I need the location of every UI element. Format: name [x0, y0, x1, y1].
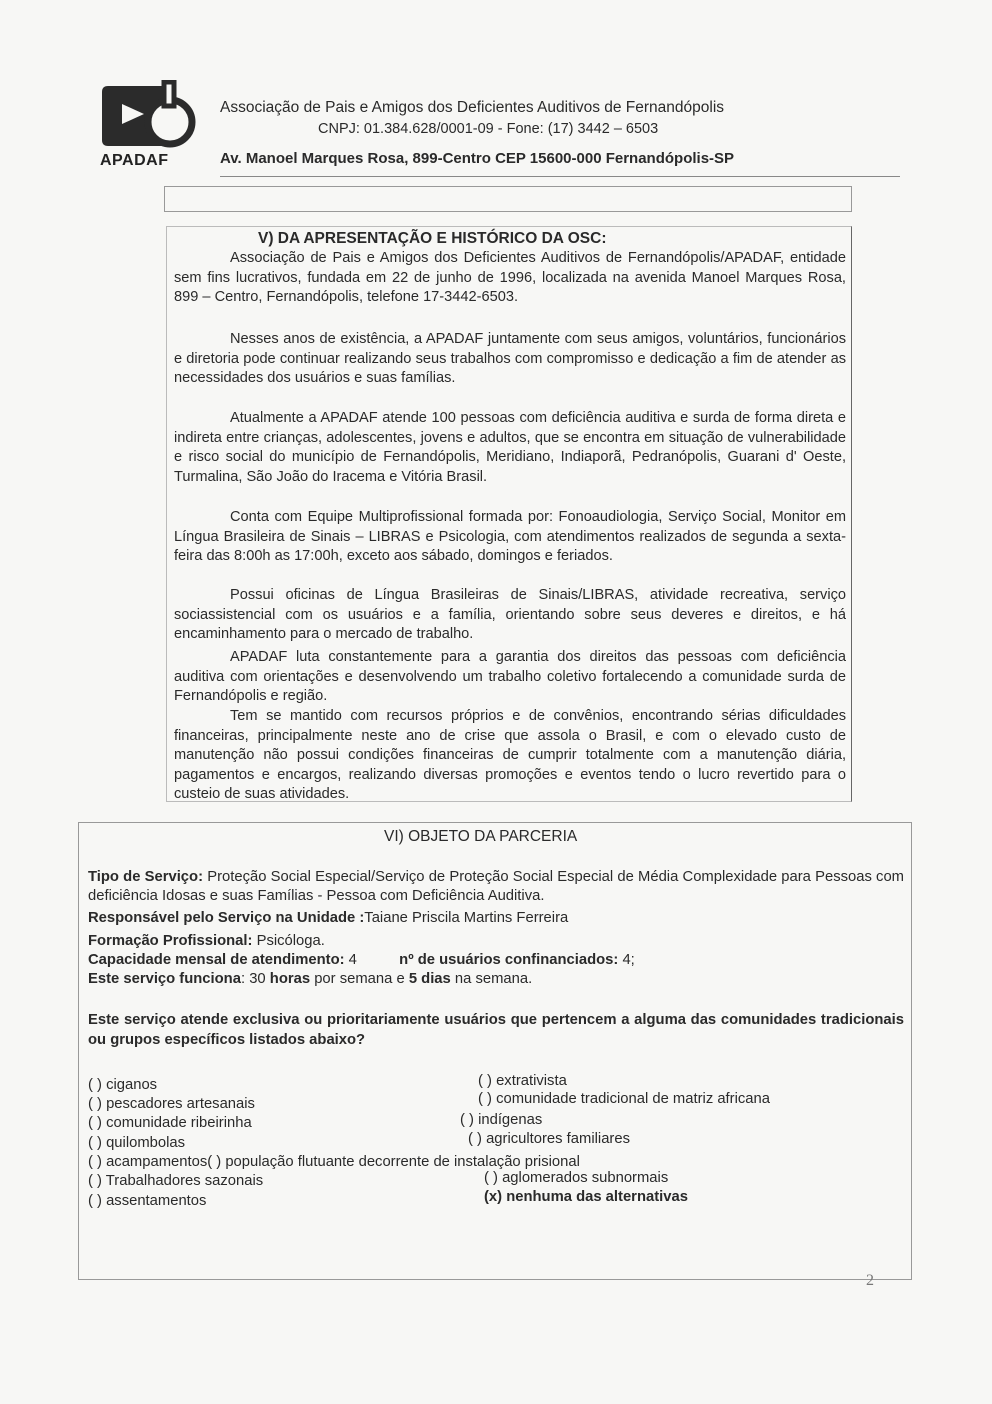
paragraph-1: Associação de Pais e Amigos dos Deficientes Auditivos de Fernandópolis/APADAF, entidade sem fins lucrativos, fundada em 22 de junho de 1996, localizada na avenida Manoel Marques Rosa, 899 – Centro, Fernandópolis, telefone 17-3442-6503. [174, 250, 846, 306]
option-matriz-africana[interactable]: ( ) comunidade tradicional de matriz africana [478, 1091, 770, 1107]
option-pescadores[interactable]: ( ) pescadores artesanais [88, 1096, 255, 1112]
capacidade: Capacidade mensal de atendimento: 4 nº de usuários confinanciados: 4; [88, 952, 635, 968]
option-extrativista[interactable]: ( ) extrativista [478, 1073, 567, 1089]
option-indigenas[interactable]: ( ) indígenas [460, 1112, 543, 1128]
section-vi-title: VI) OBJETO DA PARCERIA [384, 828, 578, 845]
option-agricultores[interactable]: ( ) agricultores familiares [468, 1131, 630, 1147]
section-v-title: V) DA APRESENTAÇÃO E HISTÓRICO DA OSC: [258, 230, 607, 247]
option-assentamentos[interactable]: ( ) assentamentos [88, 1193, 207, 1209]
option-nenhuma[interactable]: (x) nenhuma das alternativas [484, 1189, 688, 1205]
funcionamento: Este serviço funciona: 30 horas por semana e 5 dias na semana. [88, 971, 533, 987]
paragraph-7: Tem se mantido com recursos próprios e de convênios, encontrando sérias dificuldades financeiras, principalmente neste ano de crise que assola o Brasil, e com o elevado custo de manutenção não possui condições financeiras de cumprir totalmente com a manutenção diária, pagamentos e encargos, realizando diversas promoções e eventos tendo o lucro revertido para o custeio de suas atividades. [174, 708, 846, 803]
paragraph-6: APADAF luta constantemente para a garantia dos direitos das pessoas com deficiência auditiva com orientações e desenvolvendo um trabalho coletivo fortalecendo a comunidade surda de Fernandópolis e região. [174, 649, 846, 705]
option-quilombolas[interactable]: ( ) quilombolas [88, 1135, 186, 1151]
empty-box [164, 186, 852, 212]
option-ribeirinha[interactable]: ( ) comunidade ribeirinha [88, 1115, 252, 1131]
org-address: Av. Manoel Marques Rosa, 899-Centro CEP 15600-000 Fernandópolis-SP [220, 150, 735, 167]
logo-text: APADAF [100, 152, 169, 169]
responsavel: Responsável pelo Serviço na Unidade :Taiane Priscila Martins Ferreira [88, 910, 569, 926]
paragraph-3: Atualmente a APADAF atende 100 pessoas com deficiência auditiva e surda de forma direta e indireta entre crianças, adolescentes, jovens e adultos, que se encontra em situação de vulnerabilidade e risco social do município de Fernandópolis, Meridiano, Indiaporã, Pedranópolis, Guarani d' Oeste, Turmalina, São João do Iracema e Vitória Brasil. [174, 410, 846, 485]
option-trabalhadores[interactable]: ( ) Trabalhadores sazonais [88, 1173, 264, 1189]
option-acampamentos[interactable]: ( ) acampamentos( ) população flutuante decorrente de instalação prisional [88, 1154, 580, 1170]
page-number: 2 [866, 1272, 874, 1289]
paragraph-5: Possui oficinas de Língua Brasileiras de Sinais/LIBRAS, atividade recreativa, serviço sociassistencial com os usuários e a família, orientando sobre seus deveres e direitos, e há encaminhamento para o mercado de trabalho. [174, 587, 846, 643]
header-divider [220, 176, 900, 177]
paragraph-2: Nesses anos de existência, a APADAF juntamente com seus amigos, voluntários, funcionários e diretoria pode continuar realizando seus trabalhos com compromisso e dedicação a fim de atender as necessidades dos usuários e suas famílias. [174, 331, 846, 387]
option-ciganos[interactable]: ( ) ciganos [88, 1077, 158, 1093]
paragraph-4: Conta com Equipe Multiprofissional formada por: Fonoaudiologia, Serviço Social, Monitor em Língua Brasileira de Sinais – LIBRAS e Psicologia, com atendimentos realizados de segunda a sexta-feira das 8:00h as 17:00h, exceto aos sábado, domingos e feriados. [174, 509, 846, 565]
option-aglomerados[interactable]: ( ) aglomerados subnormais [484, 1170, 669, 1186]
formacao: Formação Profissional: Psicóloga. [88, 933, 325, 949]
cnpj-phone: CNPJ: 01.384.628/0001-09 - Fone: (17) 3442 – 6503 [318, 121, 659, 137]
org-name: Associação de Pais e Amigos dos Deficientes Auditivos de Fernandópolis [220, 99, 725, 116]
question: Este serviço atende exclusiva ou prioritariamente usuários que pertencem a alguma das comunidades tradicionais ou grupos específicos listados abaixo? [88, 1012, 904, 1048]
tipo-servico: Tipo de Serviço: Proteção Social Especial/Serviço de Proteção Social Especial de Média Complexidade para Pessoas com deficiência Idosas e suas Famílias - Pessoa com Deficiência Auditiva. [88, 869, 905, 904]
